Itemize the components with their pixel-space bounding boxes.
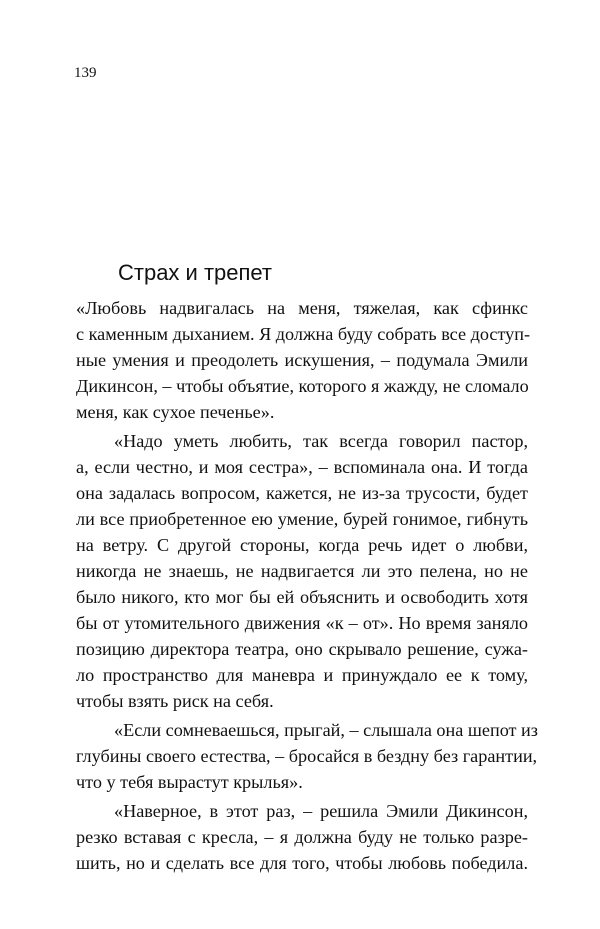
text-line: она задалась вопросом, кажется, не из-за трусости, будет [76, 483, 528, 503]
text-line: «Если сомневаешься, прыгай, – слышала она шепот из [114, 720, 538, 740]
paragraph [76, 428, 528, 714]
text-line: никогда не знаешь, не надвигается ли это пелена, но не [76, 561, 528, 581]
text-line: шить, но и сделать все для того, чтобы любовь победила. [76, 853, 528, 873]
text-line: Дикинсон, – чтобы объятие, которого я жажду, не сломало [76, 376, 529, 396]
text-line: бы от утомительного движения «к – от». Но время заняло [76, 613, 528, 633]
body-text [76, 295, 538, 879]
text-line: ли все приобретенное ею умение, бурей гонимое, гибнуть [76, 509, 528, 529]
chapter-title: Страх и трепет [118, 260, 272, 285]
text-line: на ветру. С другой стороны, когда речь идет о любви, [76, 535, 528, 555]
text-line: «Надо уметь любить, так всегда говорил пастор, [114, 431, 528, 451]
text-line: что у тебя вырастут крылья». [76, 772, 303, 792]
paragraph [76, 717, 538, 795]
text-line: меня, как сухое печенье». [76, 402, 275, 422]
text-line: чтобы взять риск на себя. [76, 691, 274, 711]
text-line: «Наверное, в этот раз, – решила Эмили Дикинсон, [114, 801, 528, 821]
text-line: ные умения и преодолеть искушения, – подумала Эмили [76, 350, 528, 370]
text-line: с каменным дыханием. Я должна буду собрать все доступ- [76, 324, 531, 344]
text-line: «Любовь надвигалась на меня, тяжелая, как сфинкс [76, 298, 528, 318]
text-line: позицию директора театра, оно скрывало решение, сужа- [76, 639, 528, 659]
text-line: резко вставая с кресла, – я должна буду не только разре- [76, 827, 528, 847]
paragraph [76, 295, 531, 425]
text-line: глубины своего естества, – бросайся в бездну без гарантии, [76, 746, 538, 766]
paragraph [76, 798, 528, 876]
text-line: ло пространство для маневра и принуждало ее к тому, [76, 665, 528, 685]
text-line: а, если честно, и моя сестра», – вспоминала она. И тогда [76, 457, 528, 477]
text-line: было никого, кто мог бы ей объяснить и освободить хотя [76, 587, 528, 607]
page-number: 139 [74, 65, 97, 81]
